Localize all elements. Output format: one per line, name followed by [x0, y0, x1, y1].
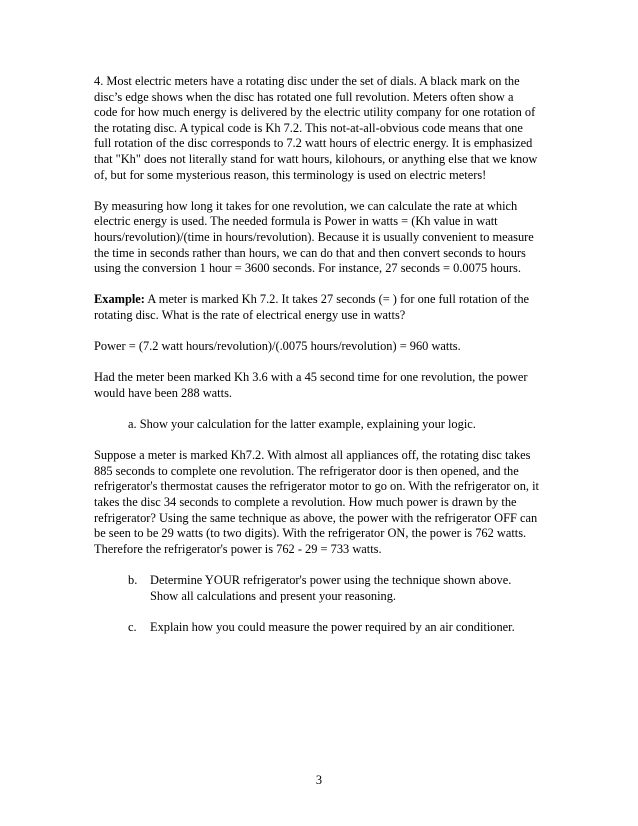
text-line: 4. Most electric meters have a rotating disc under the set of dials. A black mark on the: [94, 74, 520, 88]
text-line: of, but for some mysterious reason, this terminology is used on electric meters!: [94, 167, 487, 182]
text-line: the time in seconds rather than hours, we can do that and then convert seconds to hours: [94, 245, 526, 260]
paragraph-second-example: [94, 370, 550, 401]
text-line: 885 seconds to complete one revolution. The refrigerator door is then opened, and the: [94, 463, 519, 478]
page-content: [94, 74, 550, 651]
text-line: Had the meter been marked Kh 3.6 with a 45 second time for one revolution, the power: [94, 370, 528, 385]
paragraph-power-calculation: [94, 339, 550, 355]
text-line: disc’s edge shows when the disc has rotated one full revolution. Meters often show a: [94, 89, 514, 104]
page-number: 3: [315, 773, 323, 787]
question-b: [94, 573, 550, 604]
question-b-body: [150, 573, 511, 604]
text-line: Determine YOUR refrigerator's power using the technique shown above.: [150, 573, 512, 587]
text-line: using the conversion 1 hour = 3600 seconds. For instance, 27 seconds = 0.0075 hours.: [94, 261, 521, 276]
question-a-text: a. Show your calculation for the latter example, explaining your logic.: [128, 417, 476, 432]
question-b-marker: b.: [128, 573, 138, 587]
question-c-marker: c.: [128, 619, 137, 634]
text-line: code for how much energy is delivered by the electric utility company for one rotation of: [94, 105, 536, 120]
text-line: [94, 292, 550, 308]
text-line: Explain how you could measure the power required by an air conditioner.: [150, 619, 515, 634]
text-line: hours/revolution)/(time in hours/revolution). Because it is usually convenient to measure: [94, 229, 534, 244]
question-c-body: [150, 620, 515, 636]
text-line: Therefore the refrigerator's power is 762 - 29 = 733 watts.: [94, 541, 382, 556]
text-line: be seen to be 29 watts (to two digits). With the refrigerator ON, the power is 762 watts.: [94, 526, 527, 541]
text-line: full rotation of the disc corresponds to 7.2 watt hours of electric energy. It is emphasized: [94, 136, 533, 151]
text-line: rotating disc. What is the rate of electrical energy use in watts?: [94, 307, 406, 322]
paragraph-example: [94, 292, 550, 323]
text-line: Power = (7.2 watt hours/revolution)/(.0075 hours/revolution) = 960 watts.: [94, 339, 461, 354]
text-line: the rotating disc. A typical code is Kh 7.2. This not-at-all-obvious code means that one: [94, 120, 523, 135]
question-a: [94, 417, 550, 433]
paragraph-formula: [94, 199, 550, 277]
example-label: Example:: [94, 292, 145, 307]
paragraph-meter-intro: [94, 74, 550, 183]
text-line: Show all calculations and present your reasoning.: [150, 588, 397, 603]
paragraph-refrigerator: [94, 448, 550, 557]
text-line: refrigerator's thermostat causes the refrigerator motor to go on. With the refrigerator on, it: [94, 479, 539, 494]
text-line: would have been 288 watts.: [94, 385, 232, 400]
question-c: [94, 620, 550, 636]
text-line: refrigerator? Using the same technique as above, the power with the refrigerator OFF can: [94, 510, 538, 525]
text-line: takes the disc 34 seconds to complete a revolution. How much power is drawn by the: [94, 495, 517, 510]
text-line: Suppose a meter is marked Kh7.2. With almost all appliances off, the rotating disc takes: [94, 448, 531, 463]
text-line: that "Kh" does not literally stand for watt hours, kilohours, or anything else that we know: [94, 151, 538, 166]
example-text: A meter is marked Kh 7.2. It takes 27 seconds (= ) for one full rotation of the: [144, 292, 530, 307]
text-line: electric energy is used. The needed formula is Power in watts = (Kh value in watt: [94, 214, 498, 229]
text-line: By measuring how long it takes for one revolution, we can calculate the rate at which: [94, 198, 518, 213]
